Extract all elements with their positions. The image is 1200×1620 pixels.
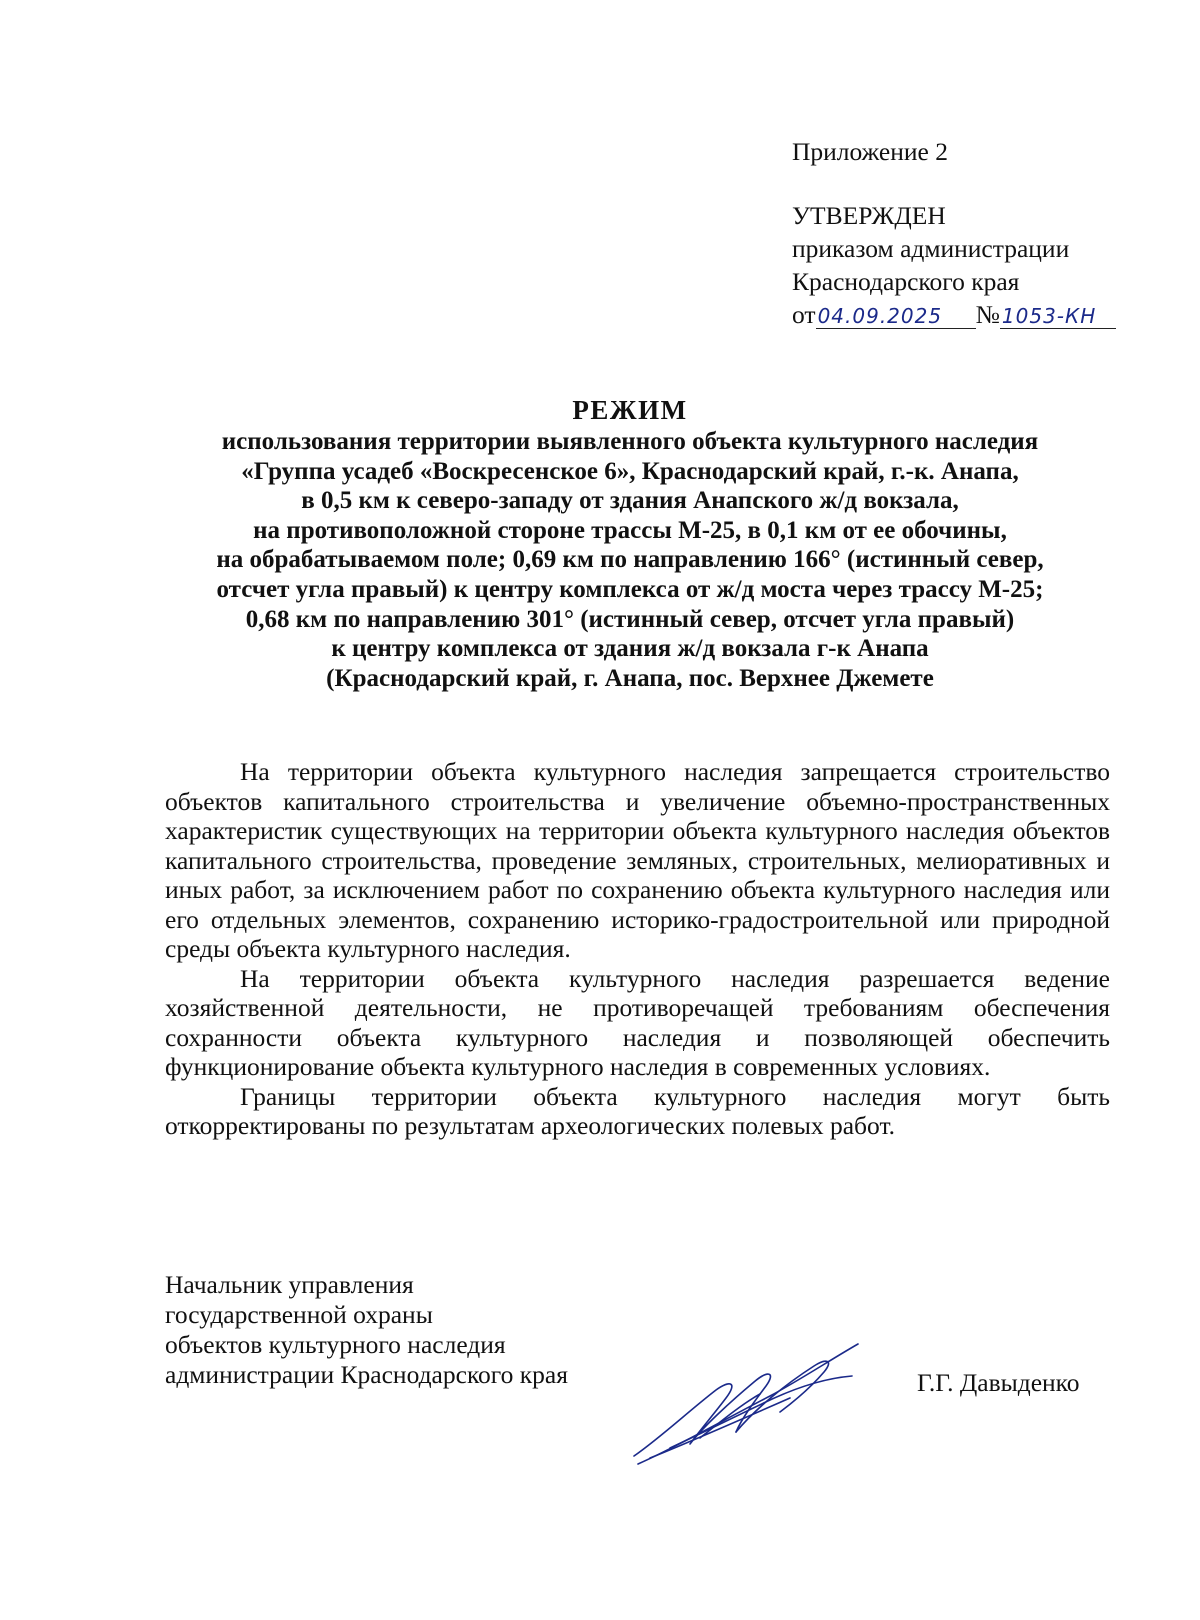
number-sign: № (975, 300, 1000, 329)
handwritten-order-number: 1053-КН (1000, 304, 1116, 329)
title-line: к центру комплекса от здания ж/д вокзала г-к Анапа (331, 635, 929, 663)
appendix-label: Приложение 2 (792, 137, 948, 166)
title-line: использования территории выявленного объекта культурного наследия (221, 428, 1039, 455)
title-line: (Краснодарский край, г. Анапа, пос. Верхнее Джемете (326, 664, 934, 692)
handwritten-date: 04.09.2025 (816, 304, 976, 329)
approval-stamp-block (792, 135, 1116, 331)
order-line-2: Краснодарского края (792, 267, 1020, 296)
title-line: «Группа усадеб «Воскресенское 6», Краснодарский край, г.-к. Анапа, (241, 457, 1019, 485)
title-line: на противоположной стороне трассы М-25, в 0,1 км от ее обочины, (253, 516, 1007, 544)
title-heading: РЕЖИМ (572, 395, 688, 425)
body-paragraph-boundaries: Границы территории объекта культурного наследия могут быть откорректированы по результатам археологических полевых работ. (165, 1081, 1110, 1140)
document-title (140, 393, 1120, 693)
title-line: на обрабатываемом поле; 0,69 км по направлению 166° (истинный север, (216, 546, 1044, 574)
date-prefix: от (792, 300, 816, 329)
document-body (165, 757, 1110, 1141)
signer-name: Г.Г. Давыденко (917, 1368, 1080, 1397)
position-line: государственной охраны (165, 1300, 433, 1329)
title-line: в 0,5 км к северо-западу от здания Анапского ж/д вокзала, (301, 487, 959, 515)
position-line: объектов культурного наследия (165, 1330, 506, 1359)
signatory-position (165, 1270, 568, 1390)
handwritten-signature (630, 1338, 860, 1468)
approved-label: УТВЕРЖДЕН (792, 201, 946, 230)
order-line-1: приказом администрации (792, 234, 1070, 263)
position-line: администрации Краснодарского края (165, 1360, 568, 1389)
position-line: Начальник управления (165, 1270, 414, 1299)
title-line: 0,68 км по направлению 301° (истинный север, отсчет угла правый) (245, 605, 1015, 633)
title-line: отсчет угла правый) к центру комплекса от ж/д моста через трассу М-25; (216, 575, 1044, 603)
body-paragraph-permissions: На территории объекта культурного наследия разрешается ведение хозяйственной деятельности, не противоречащей требованиям обеспечения сохранности объекта культурного наследия и позволяющей обеспечить функционирование объекта культурного наследия в современных условиях. (165, 963, 1110, 1081)
body-paragraph-prohibitions: На территории объекта культурного наследия запрещается строительство объектов капитального строительства и увеличение объемно-пространственных характеристик существующих на территории объекта культурного наследия объектов капитального строительства, проведение земляных, строительных, мелиоративных и иных работ, за исключением работ по сохранению объекта культурного наследия или его отдельных элементов, сохранению историко-градостроительной или природной среды объекта культурного наследия. (165, 757, 1110, 963)
order-date-number-line (792, 298, 1116, 331)
